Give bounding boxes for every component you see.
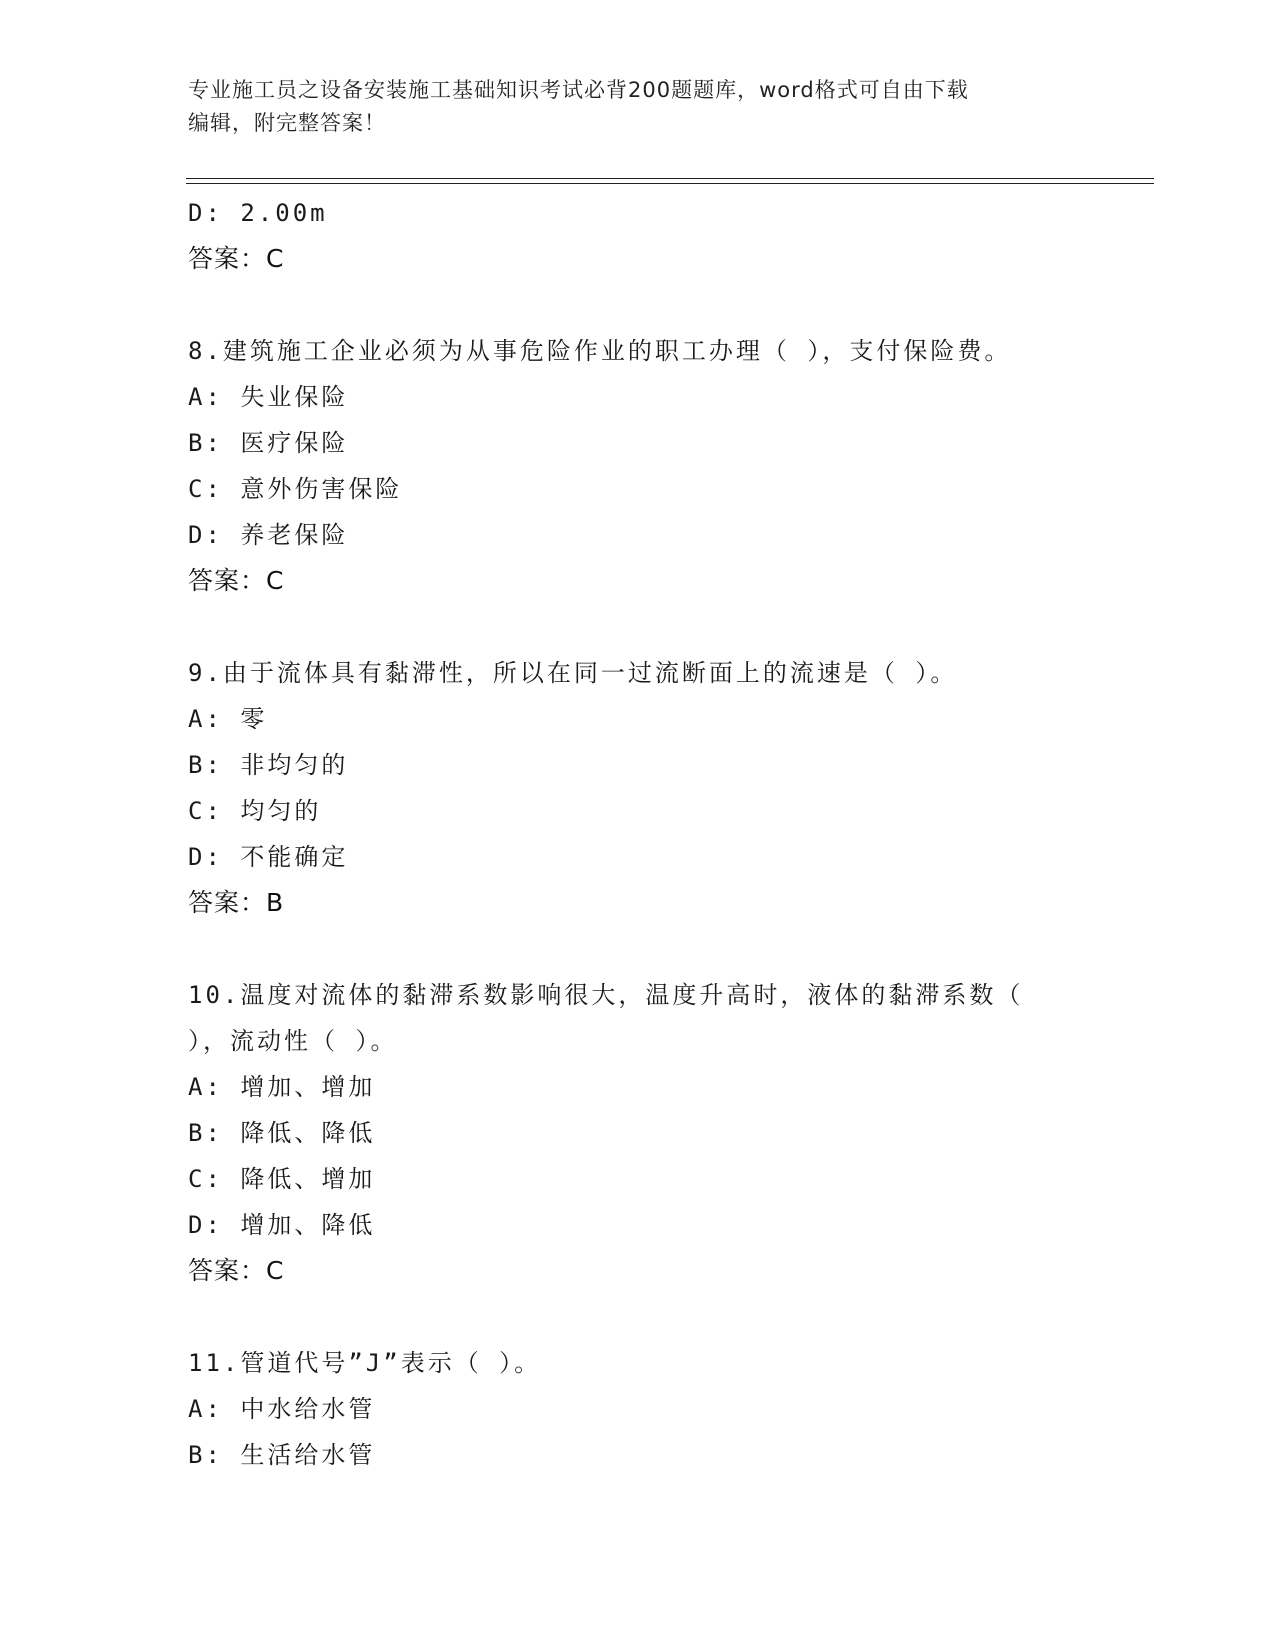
question-title-line-1: 10.温度对流体的黏滞系数影响很大，温度升高时，液体的黏滞系数（ [188,981,1024,1009]
spacer [188,604,1088,650]
option-b: B: 生活给水管 [188,1441,376,1469]
option-c: C: 均匀的 [188,797,322,825]
header-line-1: 专业施工员之设备安装施工基础知识考试必背200题题库，word格式可自由下载 [188,78,969,102]
question-title: 8.建筑施工企业必须为从事危险作业的职工办理（ ），支付保险费。 [188,337,1012,365]
option-a: A: 中水给水管 [188,1395,376,1423]
question-11 [188,1340,1088,1478]
answer-line: 答案：C [188,566,285,595]
option-c: C: 降低、增加 [188,1165,376,1193]
question-title: 9.由于流体具有黏滞性，所以在同一过流断面上的流速是（ ）。 [188,659,958,687]
option-b: B: 非均匀的 [188,751,349,779]
question-7-tail [188,190,1088,282]
option-d: D: 不能确定 [188,843,349,871]
question-title-line-2: ），流动性（ ）。 [188,1027,398,1055]
spacer [188,282,1088,328]
option-a: A: 增加、增加 [188,1073,376,1101]
option-b: B: 降低、降低 [188,1119,376,1147]
option-d: D: 增加、降低 [188,1211,376,1239]
question-title: 11.管道代号”J”表示（ ）。 [188,1349,542,1377]
option-b: B: 医疗保险 [188,429,349,457]
answer-line: 答案：C [188,244,285,273]
option-c: C: 意外伤害保险 [188,475,403,503]
option-a: A: 零 [188,705,268,733]
option-d: D: 2.00m [188,199,328,227]
header-line-2: 编辑，附完整答案！ [188,111,386,135]
spacer [188,1294,1088,1340]
answer-line: 答案：B [188,888,285,917]
document-header [188,74,1088,140]
question-8 [188,328,1088,604]
option-d: D: 养老保险 [188,521,349,549]
question-9 [188,650,1088,926]
header-divider-bottom [186,183,1154,184]
spacer [188,926,1088,972]
answer-line: 答案：C [188,1256,285,1285]
question-10 [188,972,1088,1294]
header-divider-top [186,178,1154,179]
option-a: A: 失业保险 [188,383,349,411]
question-list [188,190,1088,1478]
